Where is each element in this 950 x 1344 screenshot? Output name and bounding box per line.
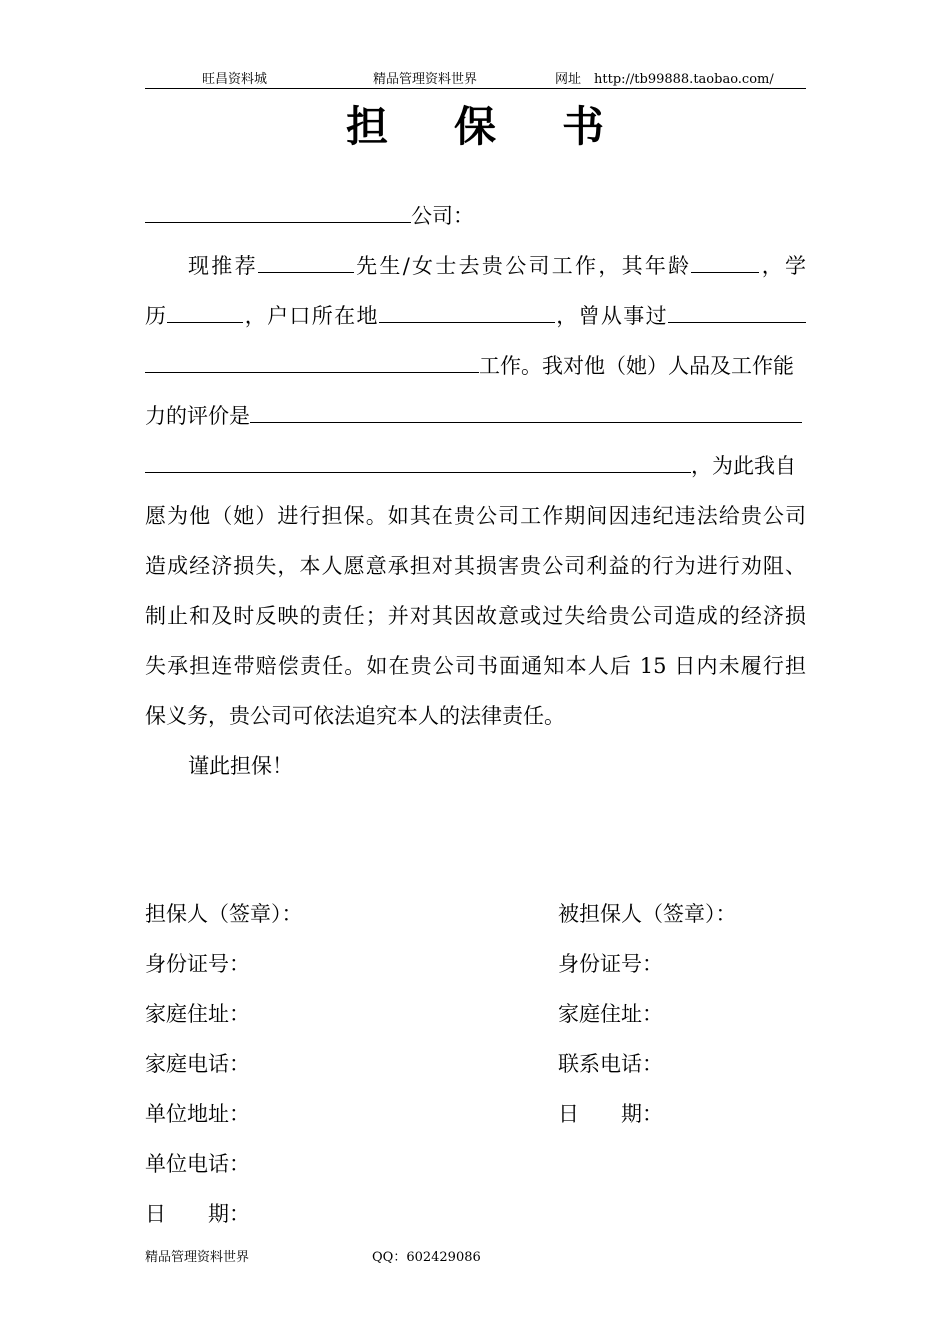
body-text: 力的评价是: [145, 404, 250, 428]
evaluation-blank: [250, 402, 802, 423]
body-text: ，为此我自: [691, 454, 796, 478]
body-line-6: [145, 451, 806, 481]
body-text: 工作。我对他（她）人品及工作能: [479, 354, 794, 378]
guaranteed-date-label: 日 期：: [558, 1102, 663, 1126]
guaranteed-signature-label: 被担保人（签章）：: [558, 902, 737, 926]
body-text: 历: [145, 304, 168, 328]
body-text: ，户口所在地: [243, 304, 379, 328]
body-line-9: 制止和及时反映的责任；并对其因故意或过失给贵公司造成的经济损: [145, 604, 806, 628]
addressee-suffix: 公司：: [411, 204, 474, 228]
guarantor-signature-label: 担保人（签章）：: [145, 902, 303, 926]
body-text: ，曾从事过: [554, 304, 669, 328]
guarantor-work-phone-label: 单位电话：: [145, 1152, 250, 1176]
residence-blank: [379, 302, 555, 323]
body-text: 现推荐: [188, 254, 258, 278]
body-text: 先生/女士去贵公司工作，其年龄: [353, 254, 692, 278]
body-line-3: [145, 301, 806, 331]
closing-line: 谨此担保！: [188, 754, 293, 778]
page-header: [145, 68, 806, 89]
body-line-4: [145, 351, 806, 381]
body-text: ，学: [759, 254, 807, 278]
previous-work-blank-2: [145, 352, 479, 373]
name-blank: [258, 252, 354, 273]
guaranteed-id-label: 身份证号：: [558, 952, 663, 976]
footer-left-text: 精品管理资料世界: [145, 1250, 250, 1265]
guaranteed-phone-label: 联系电话：: [558, 1052, 663, 1076]
guarantor-id-label: 身份证号：: [145, 952, 250, 976]
age-blank: [691, 252, 759, 273]
body-line-5: [145, 401, 806, 431]
company-name-blank: [145, 202, 411, 223]
addressee-line: [145, 201, 806, 231]
body-line-10: 失承担连带赔偿责任。如在贵公司书面通知本人后 15 日内未履行担: [145, 654, 806, 678]
header-left-text: 旺昌资料城: [202, 72, 268, 87]
document-title: 担保书: [345, 102, 670, 151]
header-website-text: 网址 http://tb99888.taobao.com/: [555, 72, 774, 87]
guarantor-phone-label: 家庭电话：: [145, 1052, 250, 1076]
footer-qq-text: QQ：602429086: [372, 1250, 481, 1265]
body-line-7: 愿为他（她）进行担保。如其在贵公司工作期间因违纪违法给贵公司: [145, 504, 806, 528]
evaluation-blank-2: [145, 452, 691, 473]
education-blank: [167, 302, 243, 323]
header-center-text: 精品管理资料世界: [373, 72, 478, 87]
body-line-11: 保义务，贵公司可依法追究本人的法律责任。: [145, 704, 565, 728]
guarantor-work-address-label: 单位地址：: [145, 1102, 250, 1126]
guarantor-address-label: 家庭住址：: [145, 1002, 250, 1026]
body-line-8: 造成经济损失，本人愿意承担对其损害贵公司利益的行为进行劝阻、: [145, 554, 806, 578]
guarantor-date-label: 日 期：: [145, 1202, 250, 1226]
guaranteed-address-label: 家庭住址：: [558, 1002, 663, 1026]
body-line-2: [145, 251, 806, 281]
previous-work-blank: [668, 302, 806, 323]
